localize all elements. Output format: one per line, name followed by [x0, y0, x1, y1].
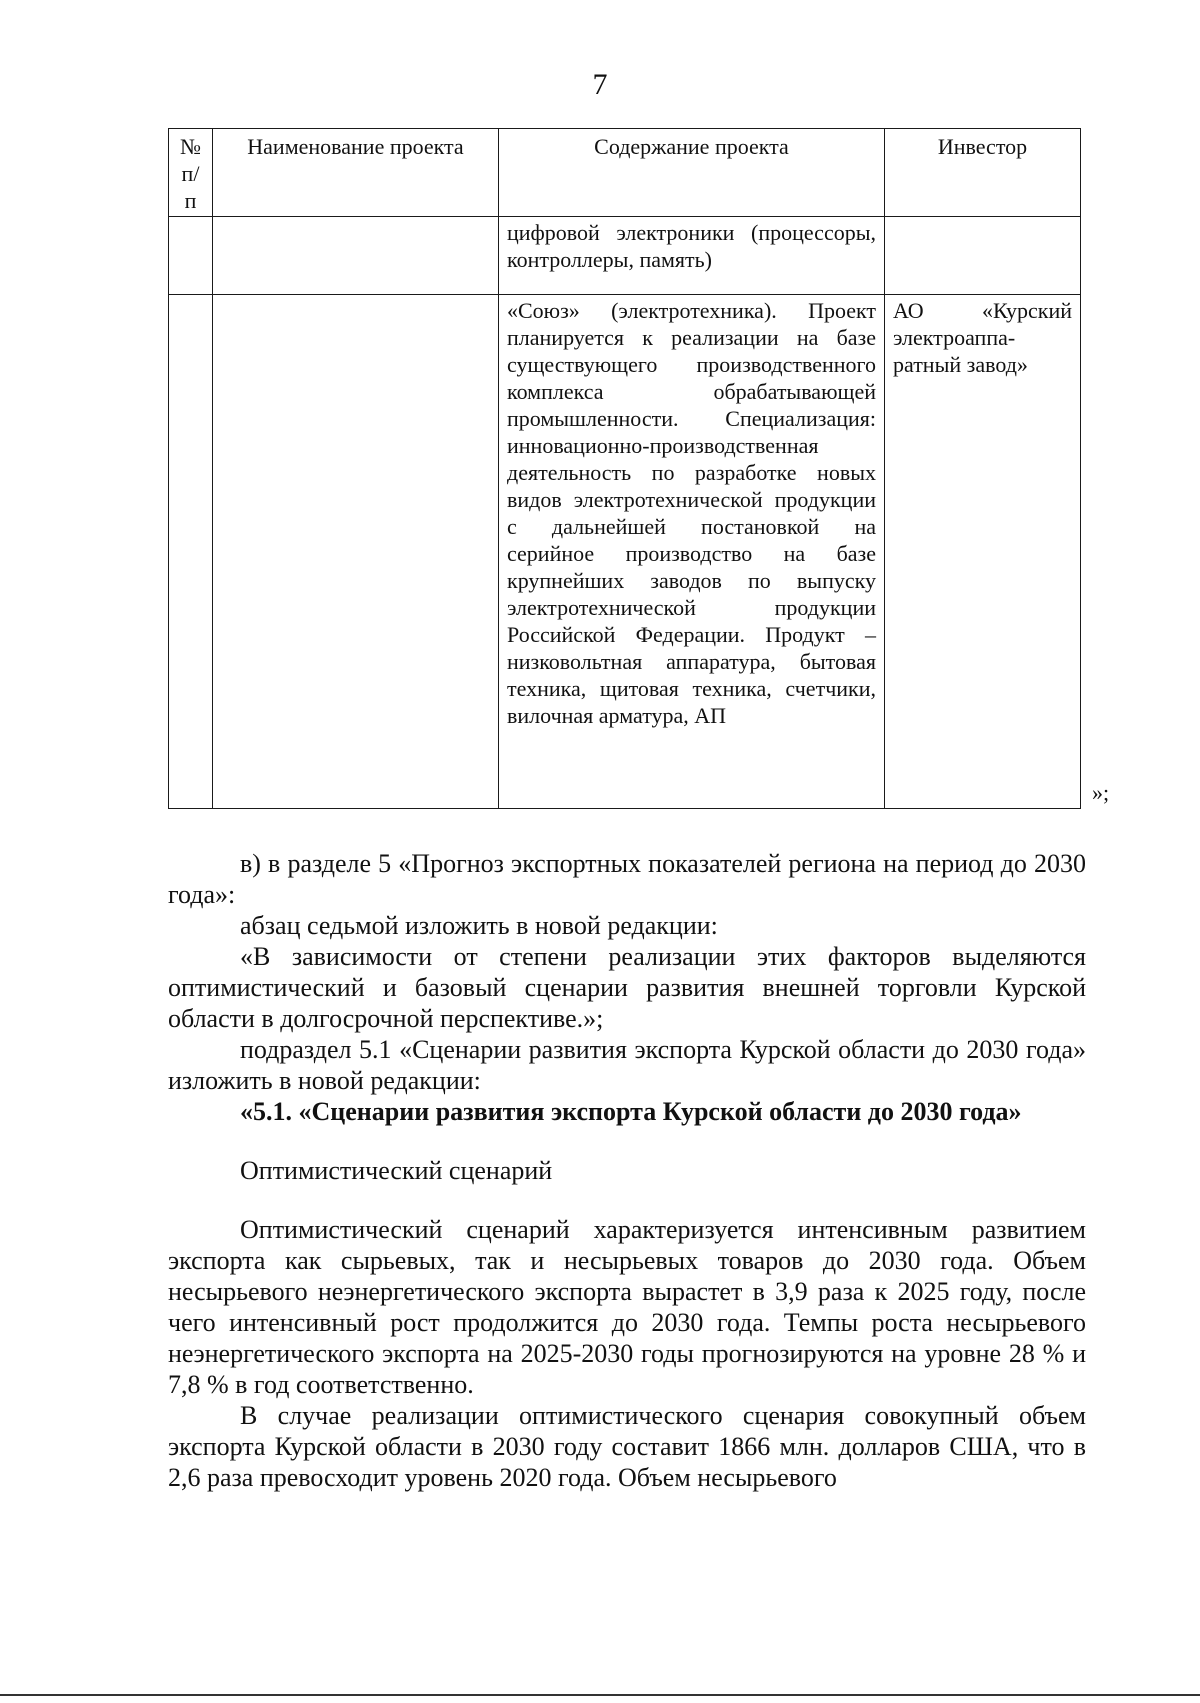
table-row — [169, 217, 1081, 295]
table-header-row — [169, 129, 1081, 217]
cell-content: «Союз» (электротехника). Проект планируется к реализации на базе существующего производственного комплекса обрабатывающей промышленности. Специализация: инновационно-производственная деятельность по разработке новых видов электротехнической продукции с дальнейшей постановкой на серийное производство на базе крупнейших заводов по выпуску электротехнической продукции Российской Федерации. Продукт – низковольтная аппаратура, бытовая техника, щитовая техника, счетчики, вилочная арматура, АП — [499, 295, 885, 809]
header-name: Наименование проекта — [213, 129, 499, 217]
paragraph: подраздел 5.1 «Сценарии развития экспорта Курской области до 2030 года» изложить в новой редакции: — [168, 1035, 1086, 1095]
section-heading: «5.1. «Сценарии развития экспорта Курской области до 2030 года» — [240, 1097, 1022, 1126]
paragraph: абзац седьмой изложить в новой редакции: — [240, 911, 718, 940]
header-content: Содержание проекта — [499, 129, 885, 217]
page-number: 7 — [592, 68, 608, 101]
cell-investor — [885, 217, 1081, 295]
header-num: № п/п — [169, 129, 213, 217]
paragraph: В случае реализации оптимистического сценария совокупный объем экспорта Курской области в 2030 году составит 1866 млн. долларов США, что в 2,6 раза превосходит уровень 2020 года. Объем несырьевого — [168, 1401, 1086, 1492]
projects-table — [168, 128, 1081, 809]
cell-name — [213, 295, 499, 809]
cell-content: цифровой электроники (процессоры, контроллеры, память) — [499, 217, 885, 295]
table-row — [169, 295, 1081, 809]
cell-investor: АО «Курский электроаппа-ратный завод» — [885, 295, 1081, 809]
subsection-heading: Оптимистический сценарий — [240, 1156, 553, 1185]
paragraph: в) в разделе 5 «Прогноз экспортных показателей региона на период до 2030 года»: — [168, 849, 1086, 909]
paragraph: Оптимистический сценарий характеризуется интенсивным развитием экспорта как сырьевых, так и несырьевых товаров до 2030 года. Объем несырьевого неэнергетического экспорта вырастет в 3,9 раза к 2025 году, после чего интенсивный рост продолжится до 2030 года. Темпы роста несырьевого неэнергетического экспорта на 2025-2030 годы прогнозируются на уровне 28 % и 7,8 % в год соответственно. — [168, 1215, 1086, 1399]
paragraph: «В зависимости от степени реализации этих факторов выделяются оптимистический и базовый сценарии развития внешней торговли Курской области в долгосрочной перспективе.»; — [168, 942, 1086, 1033]
scan-edge-line — [0, 1694, 1200, 1696]
body-text — [168, 848, 1086, 1493]
cell-num — [169, 295, 213, 809]
cell-num — [169, 217, 213, 295]
table-closing-quote: »; — [1092, 780, 1110, 805]
header-investor: Инвестор — [885, 129, 1081, 217]
cell-name — [213, 217, 499, 295]
